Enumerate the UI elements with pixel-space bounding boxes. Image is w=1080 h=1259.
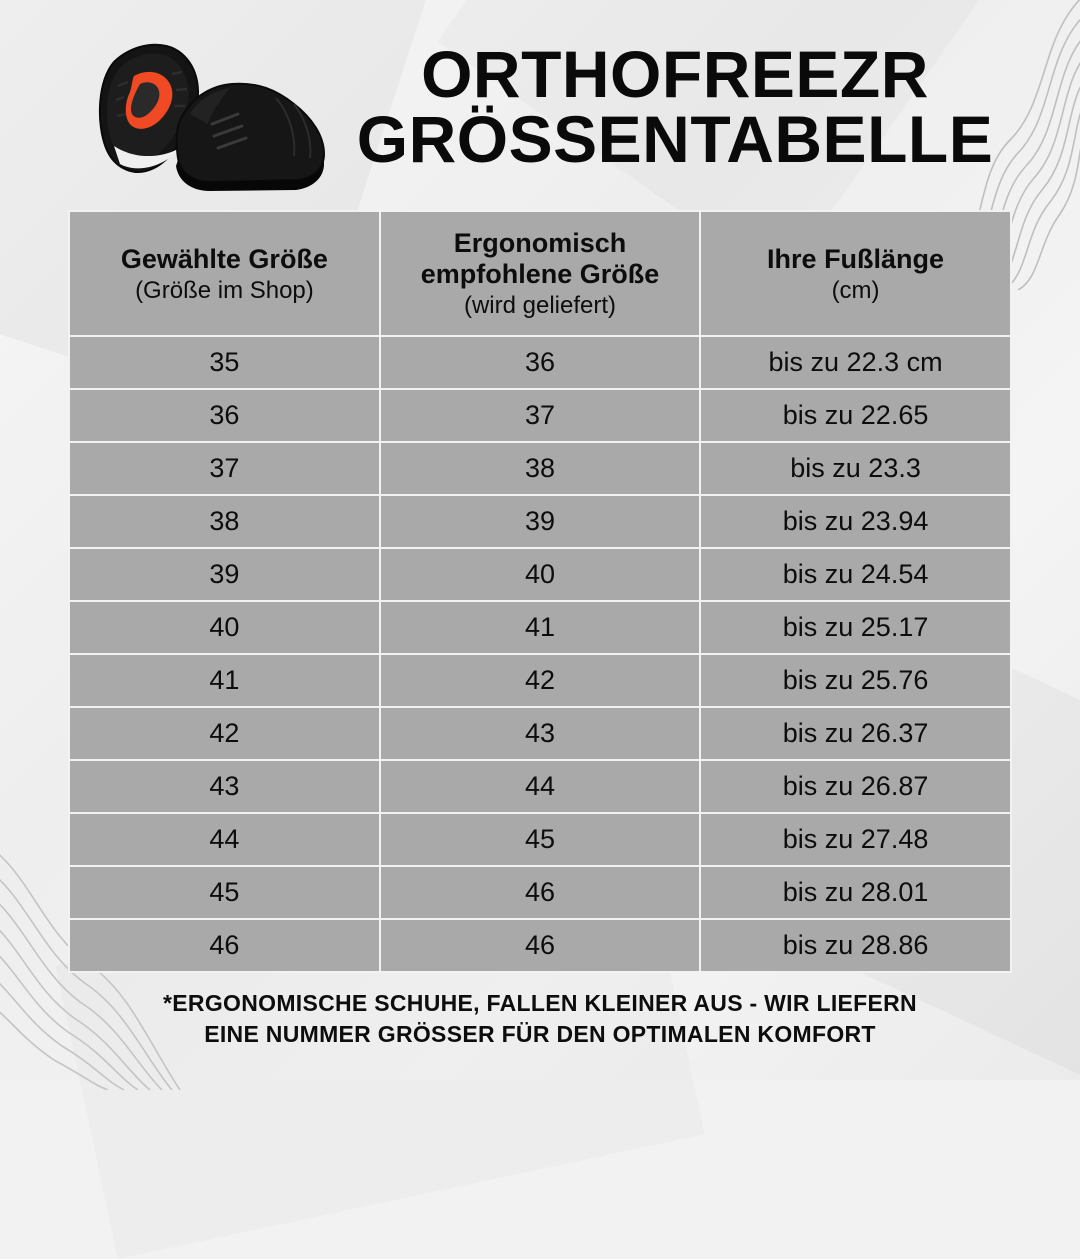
cell-selected-size: 44 [69,813,380,866]
cell-selected-size: 35 [69,336,380,389]
cell-recommended-size: 40 [380,548,700,601]
table-row [69,919,1011,972]
table-row [69,548,1011,601]
cell-selected-size: 42 [69,707,380,760]
column-header-recommended-size: Ergonomisch empfohlene Größe (wird geliefert) [380,211,700,336]
column-header-foot-length: Ihre Fußlänge (cm) [700,211,1011,336]
column-header-selected-size: Gewählte Größe (Größe im Shop) [69,211,380,336]
cell-foot-length: bis zu 25.17 [700,601,1011,654]
table-row [69,866,1011,919]
cell-foot-length: bis zu 26.87 [700,760,1011,813]
table-row [69,707,1011,760]
cell-recommended-size: 41 [380,601,700,654]
cell-recommended-size: 37 [380,389,700,442]
footnote-line-2: EINE NUMMER GRÖSSER FÜR DEN OPTIMALEN KOMFORT [204,1020,876,1047]
cell-recommended-size: 42 [380,654,700,707]
cell-foot-length: bis zu 26.37 [700,707,1011,760]
cell-foot-length: bis zu 22.65 [700,389,1011,442]
footnote [0,988,1080,1050]
table-body [69,336,1011,972]
table-row [69,601,1011,654]
title-line-1: ORTHOFREEZR [421,37,929,111]
cell-selected-size: 46 [69,919,380,972]
table-row [69,389,1011,442]
cell-recommended-size: 43 [380,707,700,760]
shoe-icon [62,28,332,218]
cell-foot-length: bis zu 27.48 [700,813,1011,866]
cell-recommended-size: 44 [380,760,700,813]
page-title [310,37,1040,176]
size-chart-table [68,210,1012,973]
table-row [69,760,1011,813]
cell-recommended-size: 46 [380,919,700,972]
footnote-line-1: *ERGONOMISCHE SCHUHE, FALLEN KLEINER AUS - WIR LIEFERN [163,989,917,1016]
table-row [69,336,1011,389]
cell-foot-length: bis zu 28.01 [700,866,1011,919]
cell-selected-size: 45 [69,866,380,919]
header [0,18,1080,203]
cell-selected-size: 43 [69,760,380,813]
cell-recommended-size: 46 [380,866,700,919]
cell-selected-size: 39 [69,548,380,601]
cell-recommended-size: 45 [380,813,700,866]
table-row [69,442,1011,495]
product-image [62,28,332,218]
cell-selected-size: 38 [69,495,380,548]
table-header-row [69,211,1011,336]
table-row [69,654,1011,707]
cell-foot-length: bis zu 23.94 [700,495,1011,548]
title-line-2: GRÖSSENTABELLE [356,101,994,176]
cell-selected-size: 37 [69,442,380,495]
cell-recommended-size: 36 [380,336,700,389]
cell-recommended-size: 39 [380,495,700,548]
cell-selected-size: 36 [69,389,380,442]
cell-recommended-size: 38 [380,442,700,495]
cell-foot-length: bis zu 28.86 [700,919,1011,972]
cell-foot-length: bis zu 25.76 [700,654,1011,707]
table-row [69,495,1011,548]
cell-selected-size: 41 [69,654,380,707]
cell-foot-length: bis zu 24.54 [700,548,1011,601]
cell-foot-length: bis zu 22.3 cm [700,336,1011,389]
table-row [69,813,1011,866]
cell-selected-size: 40 [69,601,380,654]
cell-foot-length: bis zu 23.3 [700,442,1011,495]
